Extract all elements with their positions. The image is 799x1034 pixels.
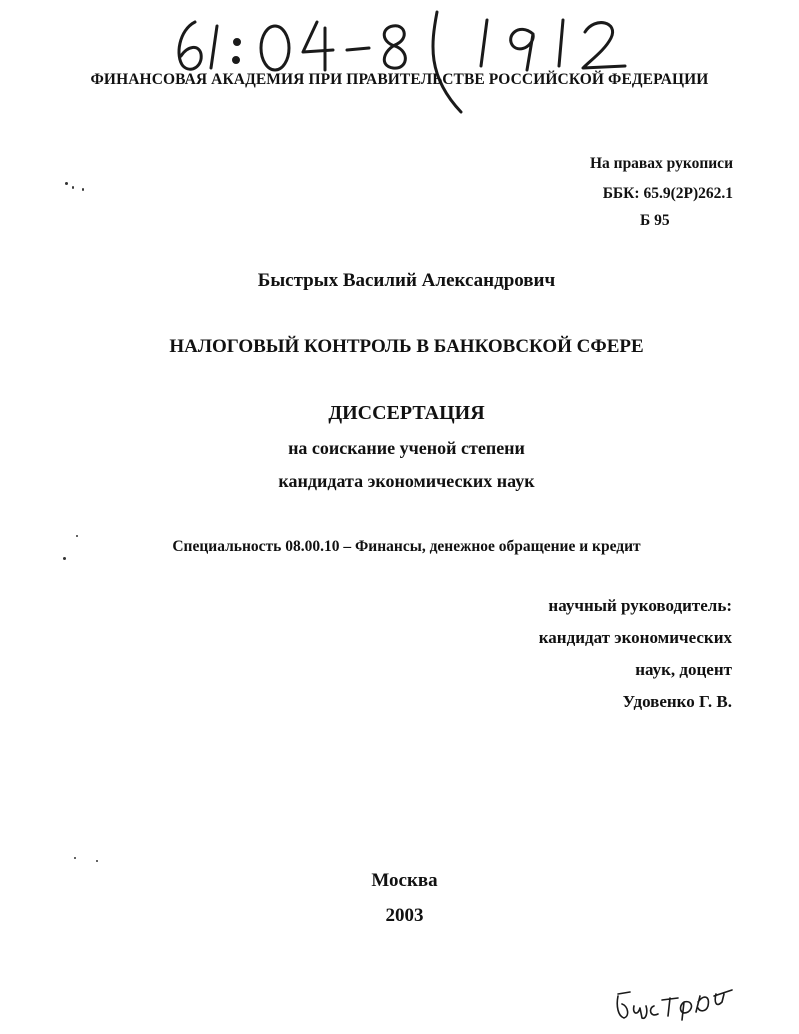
scan-speck (96, 860, 98, 862)
svg-text:Быстрых: Быстрых (612, 972, 616, 973)
work-type: ДИССЕРТАЦИЯ (328, 402, 485, 424)
year: 2003 (385, 905, 424, 926)
scan-speck (63, 557, 66, 560)
scan-speck (82, 188, 84, 191)
supervisor-name: Удовенко Г. В. (622, 692, 732, 711)
degree-line-2: кандидата экономических наук (278, 471, 535, 491)
svg-text:61:04-8/1912: 61:04-8/1912 (165, 4, 171, 5)
manuscript-rights-label: На правах рукописи (589, 155, 733, 172)
scan-speck (76, 535, 78, 537)
specialty: Специальность 08.00.10 – Финансы, денежное обращение и кредит (172, 538, 641, 555)
supervisor-degree-line-1: кандидат экономических (538, 628, 732, 647)
handwritten-signature (612, 972, 740, 1024)
handwritten-catalog-number (165, 4, 655, 114)
institution-name: ФИНАНСОВАЯ АКАДЕМИЯ ПРИ ПРАВИТЕЛЬСТВЕ РОССИЙСКОЙ ФЕДЕРАЦИИ (90, 71, 709, 88)
author-index: Б 95 (640, 212, 670, 229)
city: Москва (371, 870, 438, 891)
scan-speck (65, 182, 68, 185)
supervisor-degree-line-2: наук, доцент (635, 660, 732, 679)
supervisor-label: научный руководитель: (548, 596, 732, 615)
author-name: Быстрых Василий Александрович (257, 270, 556, 291)
degree-line-1: на соискание ученой степени (288, 438, 525, 458)
scan-speck (72, 186, 74, 189)
scan-speck (74, 857, 76, 859)
bbk-code: ББК: 65.9(2Р)262.1 (602, 185, 733, 202)
dissertation-title: НАЛОГОВЫЙ КОНТРОЛЬ В БАНКОВСКОЙ СФЕРЕ (169, 336, 644, 357)
